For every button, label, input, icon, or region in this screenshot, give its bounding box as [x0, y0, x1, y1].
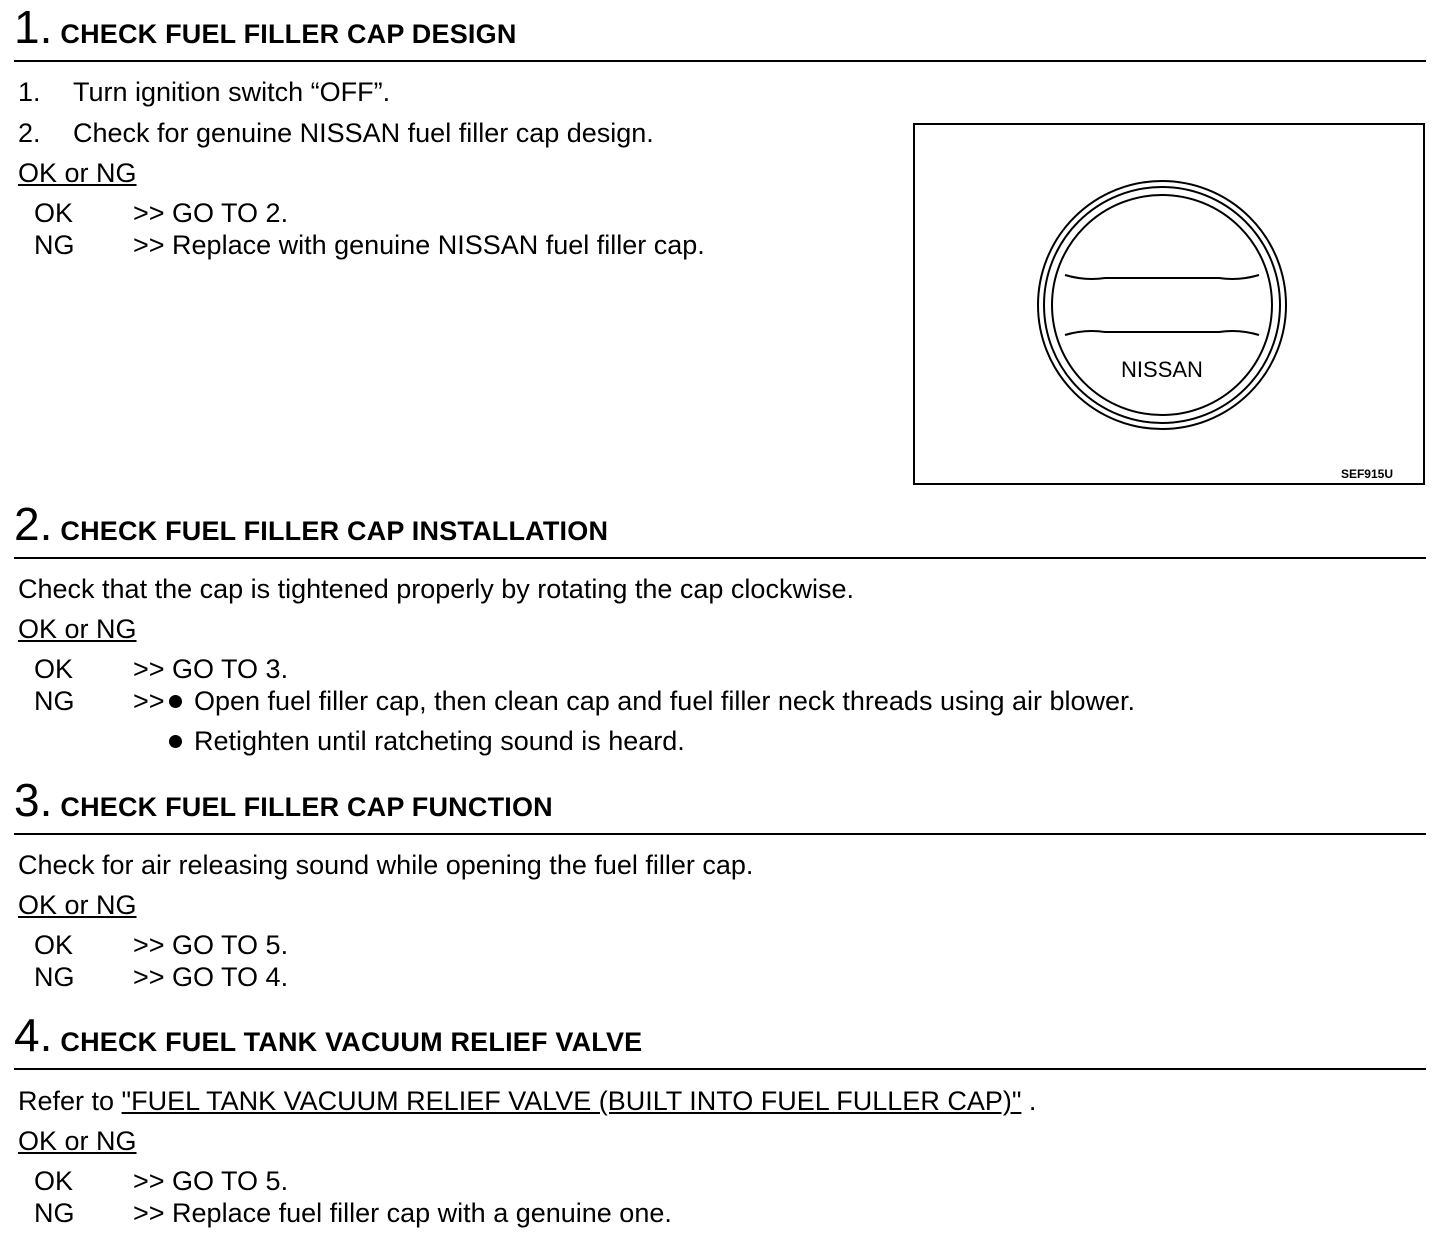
ng-bullet-text: Open fuel filler cap, then clean cap and fuel filler neck threads using air blower. — [194, 686, 1136, 716]
divider — [14, 1068, 1426, 1070]
ng-label: NG — [34, 230, 75, 260]
divider — [14, 557, 1426, 559]
ok-action: >> GO TO 2. — [133, 198, 289, 228]
list-item-text: Check for genuine NISSAN fuel filler cap design. — [73, 118, 654, 148]
ng-action: >> Replace with genuine NISSAN fuel filler cap. — [133, 230, 705, 260]
step-body — [18, 1086, 1036, 1116]
step-number: 4. — [14, 1009, 53, 1061]
step-title: CHECK FUEL FILLER CAP INSTALLATION — [60, 516, 609, 546]
ng-prefix: >> — [133, 686, 165, 716]
step-3-heading — [14, 774, 553, 826]
cap-brand-text: NISSAN — [1121, 357, 1203, 382]
ng-action: >> GO TO 4. — [133, 962, 289, 992]
step-number: 3. — [14, 774, 53, 826]
fuel-cap-figure — [913, 123, 1425, 485]
list-item-number: 2. — [18, 118, 41, 148]
fuel-cap-illustration — [915, 125, 1423, 483]
ng-bullet-text: Retighten until ratcheting sound is heard. — [194, 726, 685, 756]
ok-label: OK — [34, 654, 74, 684]
ok-action: >> GO TO 5. — [133, 1166, 289, 1196]
divider — [14, 60, 1426, 62]
step-body: Check that the cap is tightened properly by rotating the cap clockwise. — [18, 574, 854, 604]
ok-label: OK — [34, 1166, 74, 1196]
ok-label: OK — [34, 198, 74, 228]
ng-label: NG — [34, 1198, 75, 1228]
step-number: 1. — [14, 1, 53, 53]
ok-or-ng-label: OK or NG — [18, 614, 137, 644]
step-title: CHECK FUEL FILLER CAP FUNCTION — [60, 792, 553, 822]
step-title: CHECK FUEL TANK VACUUM RELIEF VALVE — [60, 1027, 643, 1057]
ok-label: OK — [34, 930, 74, 960]
list-item-number: 1. — [18, 77, 41, 107]
list-item-text: Turn ignition switch “OFF”. — [73, 77, 391, 107]
ng-bullet-item — [163, 726, 685, 756]
step-1-heading — [14, 1, 517, 53]
step-body: Check for air releasing sound while opening the fuel filler cap. — [18, 850, 754, 880]
bullet-icon — [169, 695, 182, 708]
reference-link[interactable]: "FUEL TANK VACUUM RELIEF VALVE (BUILT INTO FUEL FULLER CAP)" — [121, 1086, 1022, 1116]
ok-or-ng-label: OK or NG — [18, 890, 137, 920]
ok-or-ng-label: OK or NG — [18, 1126, 137, 1156]
ok-action: >> GO TO 3. — [133, 654, 289, 684]
figure-code: SEF915U — [1340, 467, 1393, 481]
ng-label: NG — [34, 962, 75, 992]
body-suffix: . — [1021, 1086, 1037, 1116]
ng-action: >> Replace fuel filler cap with a genuine one. — [133, 1198, 672, 1228]
step-number: 2. — [14, 498, 53, 550]
ng-bullet-item — [163, 686, 1135, 716]
ng-label: NG — [34, 686, 75, 716]
ok-action: >> GO TO 5. — [133, 930, 289, 960]
step-title: CHECK FUEL FILLER CAP DESIGN — [60, 19, 517, 49]
divider — [14, 833, 1426, 835]
bullet-icon — [169, 735, 182, 748]
step-4-heading — [14, 1009, 643, 1061]
ok-or-ng-label: OK or NG — [18, 158, 137, 188]
step-2-heading — [14, 498, 609, 550]
body-prefix: Refer to — [18, 1086, 122, 1116]
